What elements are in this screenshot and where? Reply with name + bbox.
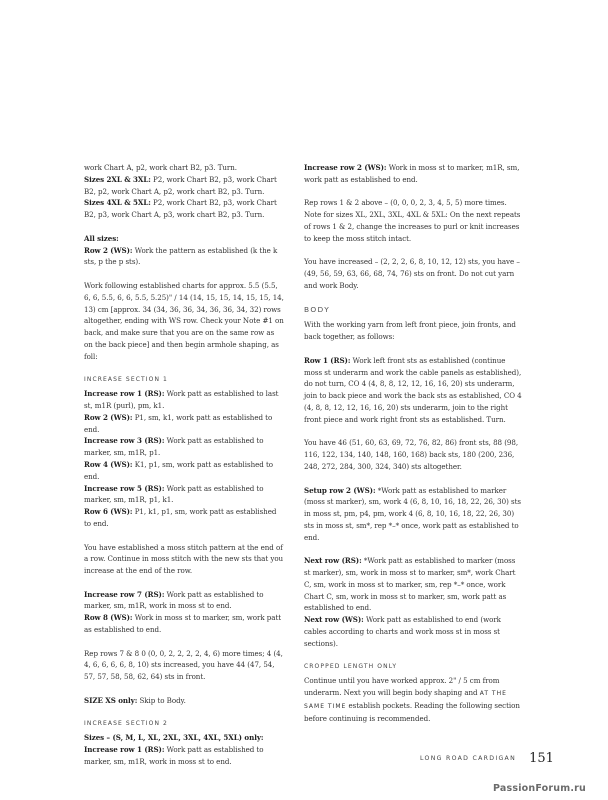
- paragraph: work Chart A, p2, work chart B2, p3. Turn. Sizes 2XL & 3XL: P2, work Chart B2, p3, work Chart B2, p2, work Chart A, p2, work chart B2, p3. Turn. Sizes 4XL & 5XL: P2, work Chart B2, p3, work Chart B2, p3, work Chart A, p3, work chart B2, p3. Turn.: [84, 163, 277, 220]
- paragraph: Row 1 (RS): Work left front sts as established (continue moss st underarm and work the cable panels as established), do not turn, CO 4 (4, 8, 8, 12, 12, 16, 16, 20) sts underarm, join to back piece and work the back sts as established, CO 4 (4, 8, 8, 12, 12, 16, 16, 20) sts underarm, join to the right front piece and work right front sts as established. Turn.: [304, 355, 522, 424]
- body-section: BODY With the working yarn from left front piece, join fronts, and back together, as follows:: [304, 304, 522, 343]
- paragraph: Rep rows 7 & 8 0 (0, 0, 2, 2, 2, 2, 4, 6) more times; 4 (4, 4, 6, 6, 6, 6, 8, 10) sts increased, you have 44 (47, 54, 57, 57, 58, 58, 62, 64) sts in front.: [84, 648, 283, 682]
- paragraph: Next row (RS): *Work patt as established to marker (moss st marker), sm, work in moss st to marker, sm*, work Chart C, sm, work in moss st to marker, sm, rep *–* once, work Chart C, sm, work in moss st to marker, sm, work patt as established to end. Next row (WS): Work patt as established to end (work cables according to charts and work moss st in moss st sections).: [304, 556, 516, 648]
- section-heading: INCREASE SECTION 2: [84, 720, 168, 728]
- right-column: [304, 162, 522, 736]
- running-title: LONG ROAD CARDIGAN: [420, 755, 517, 762]
- section-heading: CROPPED LENGTH ONLY: [304, 663, 398, 671]
- left-column: [84, 162, 284, 779]
- row-label: Row 2 (WS):: [84, 245, 133, 255]
- paragraph: SIZE XS only: Skip to Body.: [84, 695, 186, 705]
- page-footer: [420, 748, 554, 767]
- increase-section-2: INCREASE SECTION 2 Sizes – (S, M, L, XL, 2XL, 3XL, 4XL, 5XL) only: Increase row 1 (RS): Work patt as established to marker, sm, m1R, work in moss st to end.: [84, 718, 284, 767]
- cropped-length-section: CROPPED LENGTH ONLY Continue until you have worked approx. 2" / 5 cm from underarm. Next you will begin body shaping and AT THE SAME TIME establish pockets. Reading the following section before continuing is recommended.: [304, 661, 522, 724]
- paragraph: Rep rows 1 & 2 above – (0, 0, 0, 2, 3, 4, 5, 5) more times. Note for sizes XL, 2XL, 3XL, 4XL & 5XL: On the next repeats of rows 1 & 2, change the increases to purl or knit increases to keep the moss stitch intact.: [304, 198, 521, 243]
- paragraph: Work following established charts for approx. 5.5 (5.5, 6, 6, 5.5, 6, 6, 5.5, 5.25)" / 14 (14, 15, 15, 14, 15, 15, 14, 13) cm [approx. 34 (34, 36, 36, 34, 36, 36, 34, 32) rows altogether, ending with WS row. Check your Note #1 on back, and make sure that you are on the same row as on the back piece] and then begin armhole shaping, as foll:: [84, 280, 284, 361]
- paragraph: Increase row 2 (WS): Work in moss st to marker, m1R, sm, work patt as established to end.: [304, 163, 520, 184]
- paragraph: You have 46 (51, 60, 63, 69, 72, 76, 82, 86) front sts, 88 (98, 116, 122, 134, 140, 148, 160, 168) back sts, 180 (200, 236, 248, 272, 284, 300, 324, 340) sts altogether.: [304, 438, 519, 471]
- section-heading: INCREASE SECTION 1: [84, 376, 168, 384]
- increase-section-1: INCREASE SECTION 1 Increase row 1 (RS): Work patt as established to last st, m1R (purl), pm, k1. Row 2 (WS): P1, sm, k1, work patt as established to end. Increase row 3 (RS): Work patt as established to marker, sm, m1R, p1. Row 4 (WS): K1, p1, sm, work patt as established to end. Increase row 5 (RS): Work patt as established to marker, sm, m1R, p1, k1. Row 6 (WS): P1, k1, p1, sm, work patt as established to end.: [84, 374, 284, 529]
- size-label: Sizes 4XL & 5XL:: [84, 198, 151, 208]
- paragraph: Setup row 2 (WS): *Work patt as established to marker (moss st marker), sm, work 4 (6, 8, 10, 16, 18, 22, 26, 30) sts in moss st, pm, p4, pm, work 4 (6, 8, 10, 16, 18, 22, 26, 30) sts in moss st, sm*, rep *–* once, work patt as established to end.: [304, 485, 522, 542]
- all-sizes-label: All sizes:: [84, 233, 119, 243]
- page-number: 151: [529, 751, 554, 766]
- paragraph: You have established a moss stitch pattern at the end of a row. Continue in moss stitch with the new sts that you increase at the end of the row.: [84, 542, 284, 576]
- size-label: Sizes 2XL & 3XL:: [84, 174, 151, 184]
- paragraph: You have increased – (2, 2, 2, 6, 8, 10, 12, 12) sts, you have – (49, 56, 59, 63, 66, 68, 74, 76) sts on front. Do not cut yarn and work Body.: [304, 257, 520, 290]
- section-heading: BODY: [304, 304, 331, 314]
- paragraph: Increase row 7 (RS): Work patt as established to marker, sm, m1R, work in moss st to end. Row 8 (WS): Work in moss st to marker, sm, work patt as established to end.: [84, 589, 282, 635]
- watermark: PassionForum.ru: [493, 783, 587, 794]
- paragraph: All sizes: Row 2 (WS): Work the pattern as established (k the k sts, p the p sts).: [84, 233, 278, 267]
